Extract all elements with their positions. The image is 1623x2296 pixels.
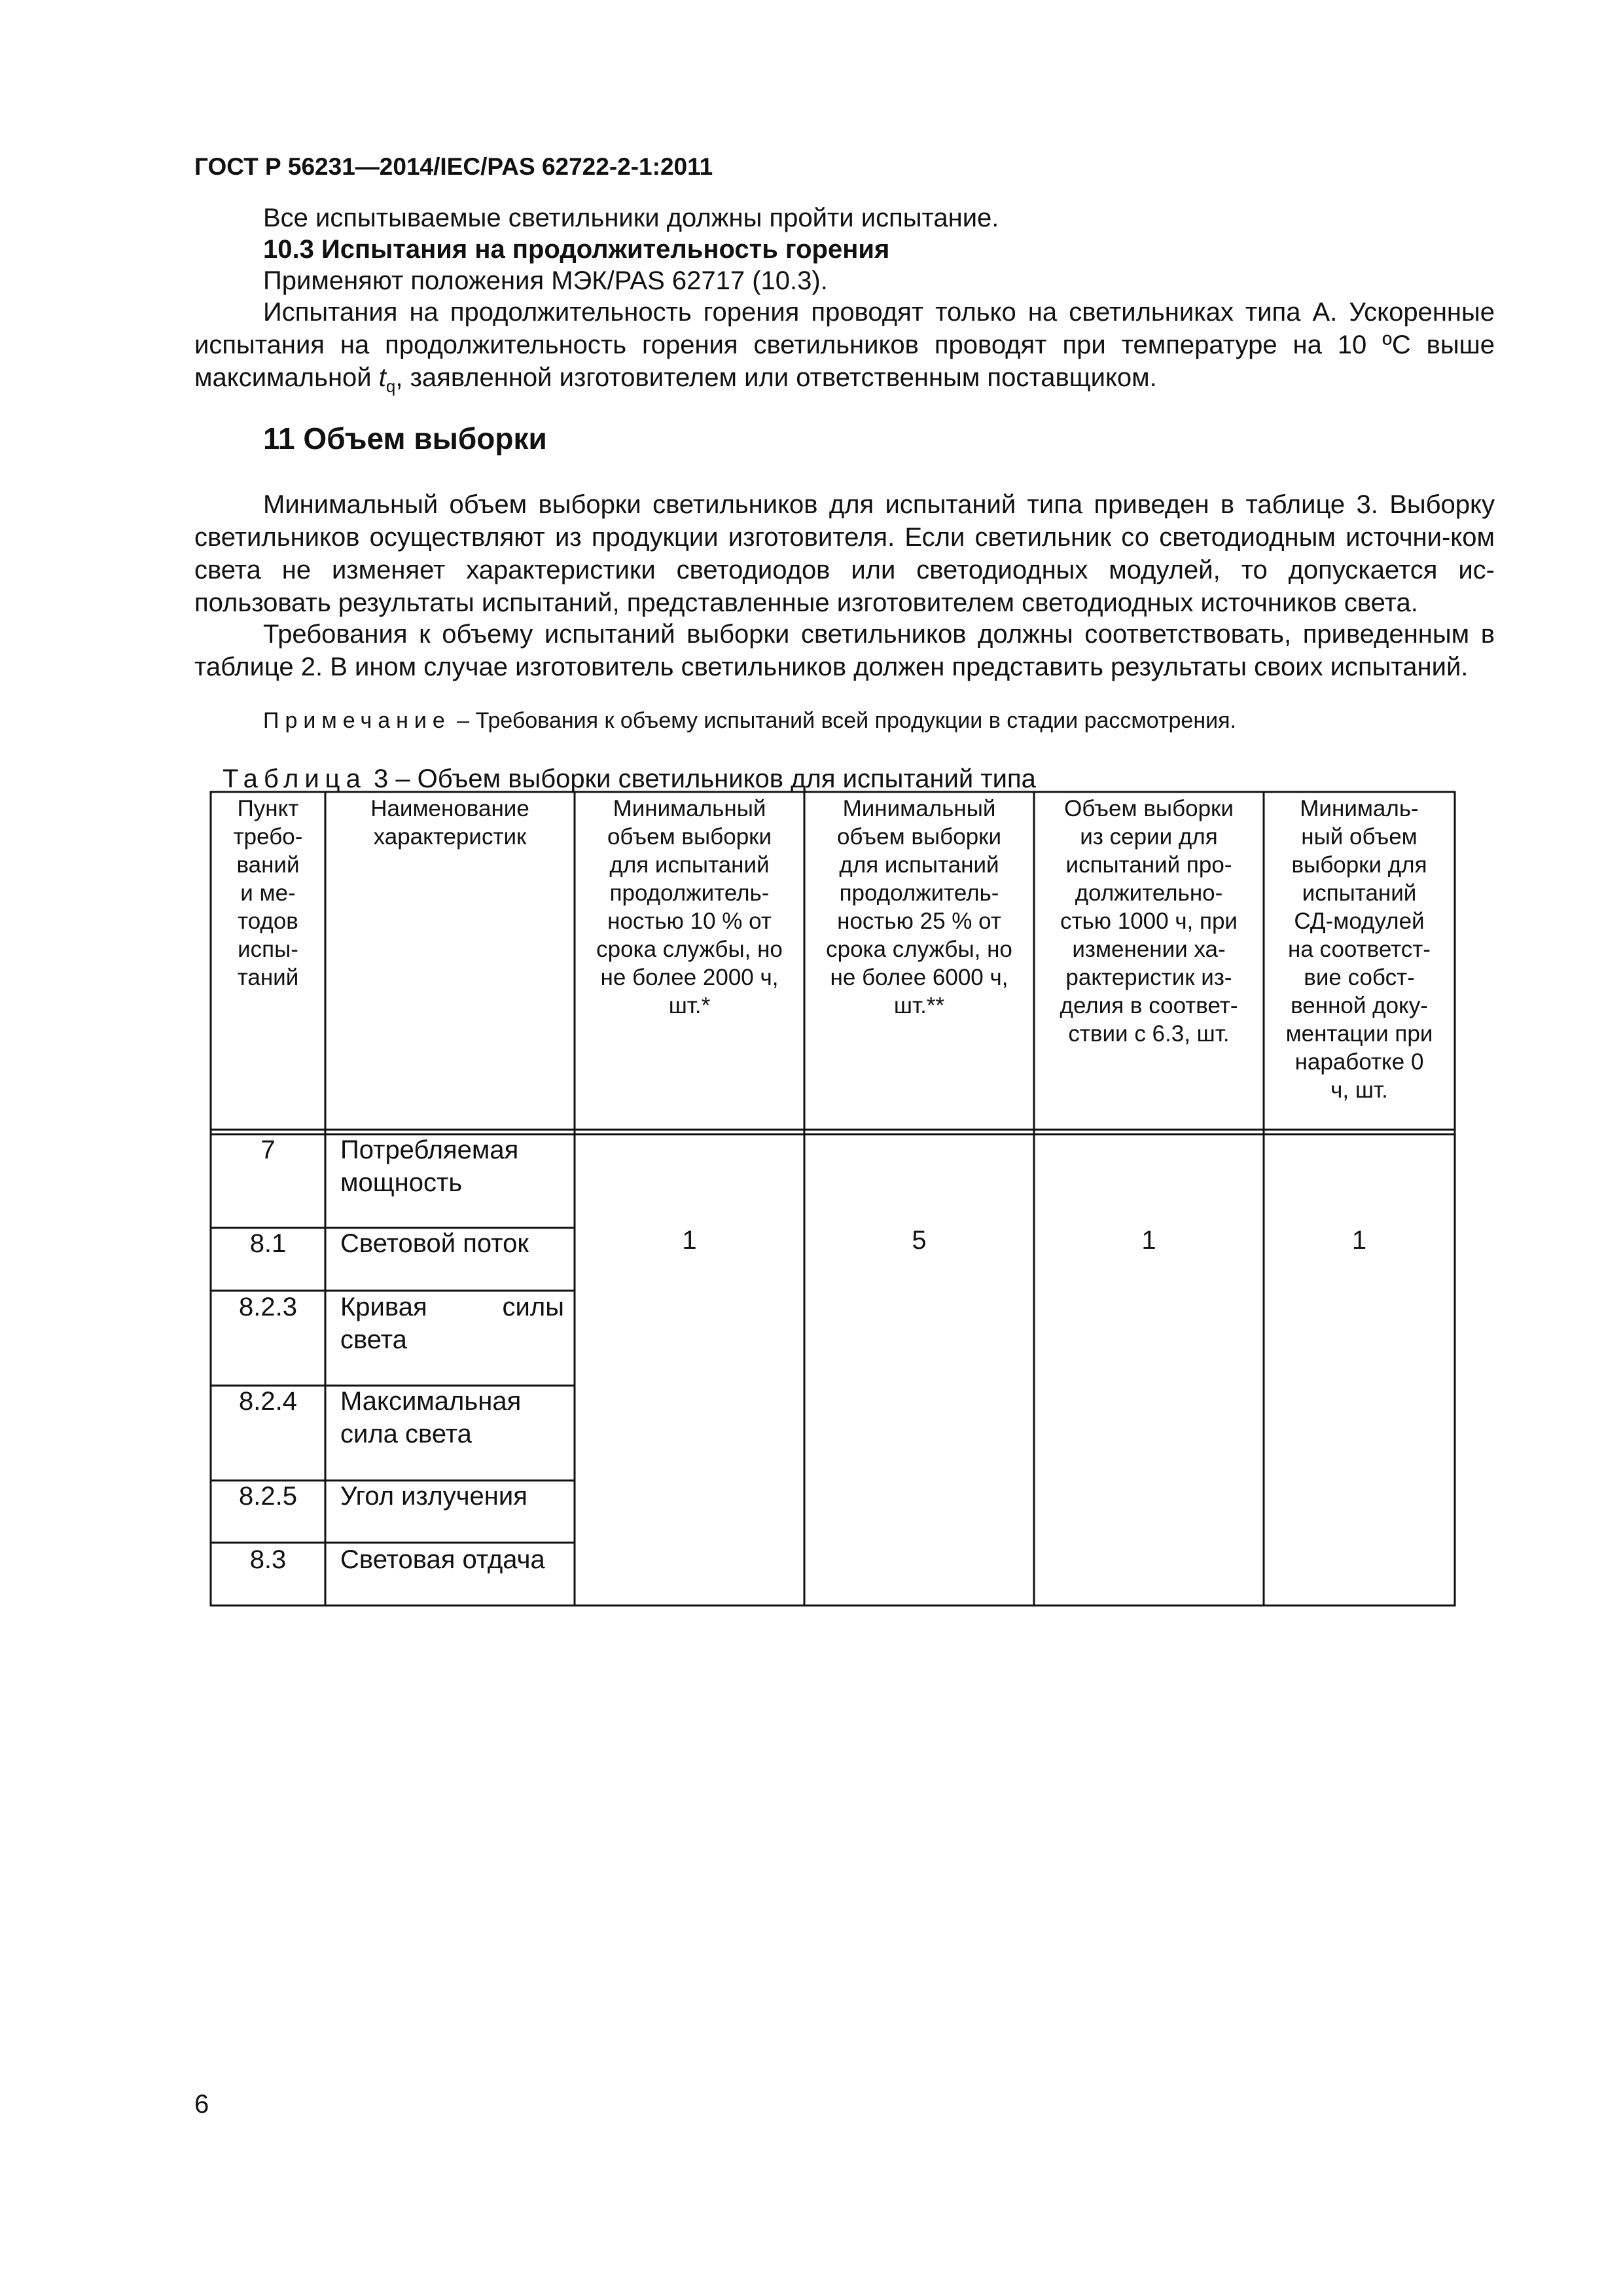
value-led-modules: 1 <box>1351 1226 1367 1255</box>
paragraph-provisions: Применяют положения МЭК/PAS 62717 (10.3). <box>263 266 828 295</box>
header-sample-1000h: Объем выборки из серии для испытаний про- должительно- стью 1000 ч, при изменении ха- рактеристик из- делия в соответ- ствии с 6.3, шт. <box>1060 796 1238 1047</box>
row-name: Потребляемая мощность <box>340 1136 519 1197</box>
header-sample-25pct: Минимальный объем выборки для испытаний продолжитель- ностью 25 % от срока службы, но не более 6000 ч, шт.** <box>826 796 1012 1018</box>
table-caption: 3 – Объем выборки светильников для испытаний типа <box>366 764 1036 793</box>
value-sample-1000h: 1 <box>1141 1226 1156 1255</box>
page-number: 6 <box>194 2090 209 2119</box>
value-sample-25pct: 5 <box>912 1226 927 1255</box>
document-header: ГОСТ Р 56231—2014/IEC/PAS 62722-2-1:2011 <box>194 153 713 180</box>
paragraph-all-tested: Все испытываемые светильники должны пройти испытание. <box>263 204 999 232</box>
table-label: Таблица <box>223 764 366 793</box>
row-item: 8.2.3 <box>239 1293 297 1321</box>
note-text: – Требования к объему испытаний всей продукции в стадии рассмотрения. <box>450 708 1236 733</box>
header-sample-10pct: Минимальный объем выборки для испытаний продолжитель- ностью 10 % от срока службы, но не более 2000 ч, шт.* <box>596 796 783 1018</box>
paragraph-sample-size: Минимальный объем выборки светильников для испытаний типа приведен в таблице 3. Выборку светильников осуществляют из продукции изготовителя. Если светильник со светодиодным источни-ком света не изменяет характеристики светодиодов или светодиодных модулей, то допускается ис-пользовать результаты испытаний, представленные изготовителем светодиодных источников света. <box>194 490 1495 617</box>
subsection-10-3-title: 10.3 Испытания на продолжительность горения <box>263 235 890 264</box>
row-item: 8.2.5 <box>239 1482 297 1511</box>
value-sample-10pct: 1 <box>682 1226 697 1255</box>
note-label: Примечание <box>263 708 451 733</box>
row-name: Световой поток <box>340 1229 529 1258</box>
paragraph-burning-tests: Испытания на продолжительность горения проводят только на светильниках типа А. Ускоренные испытания на продолжительность горения светильников проводят при температуре на 10 ºС выше максимальной $t_q$, заявленной изготовителем или ответственным поставщиком. <box>194 298 1495 396</box>
row-name: Световая отдача <box>340 1545 545 1574</box>
row-name: Кривая силы света <box>340 1293 564 1354</box>
header-led-modules: Минималь- ный объем выборки для испытаний СД-модулей на соответст- вие собст- венной доку- ментации при наработке 0 ч, шт. <box>1285 796 1433 1103</box>
header-item: Пункт требо- ваний и ме- тодов испы- таний <box>233 796 303 990</box>
header-characteristic: Наименование характеристик <box>370 796 529 850</box>
row-item: 8.2.4 <box>239 1387 297 1416</box>
section-11-title: 11 Объем выборки <box>263 422 547 456</box>
row-item: 7 <box>260 1136 276 1164</box>
paragraph-requirements: Требования к объему испытаний выборки светильников должны соответствовать, приведенным в таблице 2. В ином случае изготовитель светильников должен представить результаты своих испытаний. <box>194 620 1495 681</box>
row-name: Максимальная сила света <box>340 1387 522 1448</box>
row-item: 8.3 <box>249 1545 287 1574</box>
row-item: 8.1 <box>249 1229 287 1258</box>
row-name: Угол излучения <box>340 1482 527 1511</box>
